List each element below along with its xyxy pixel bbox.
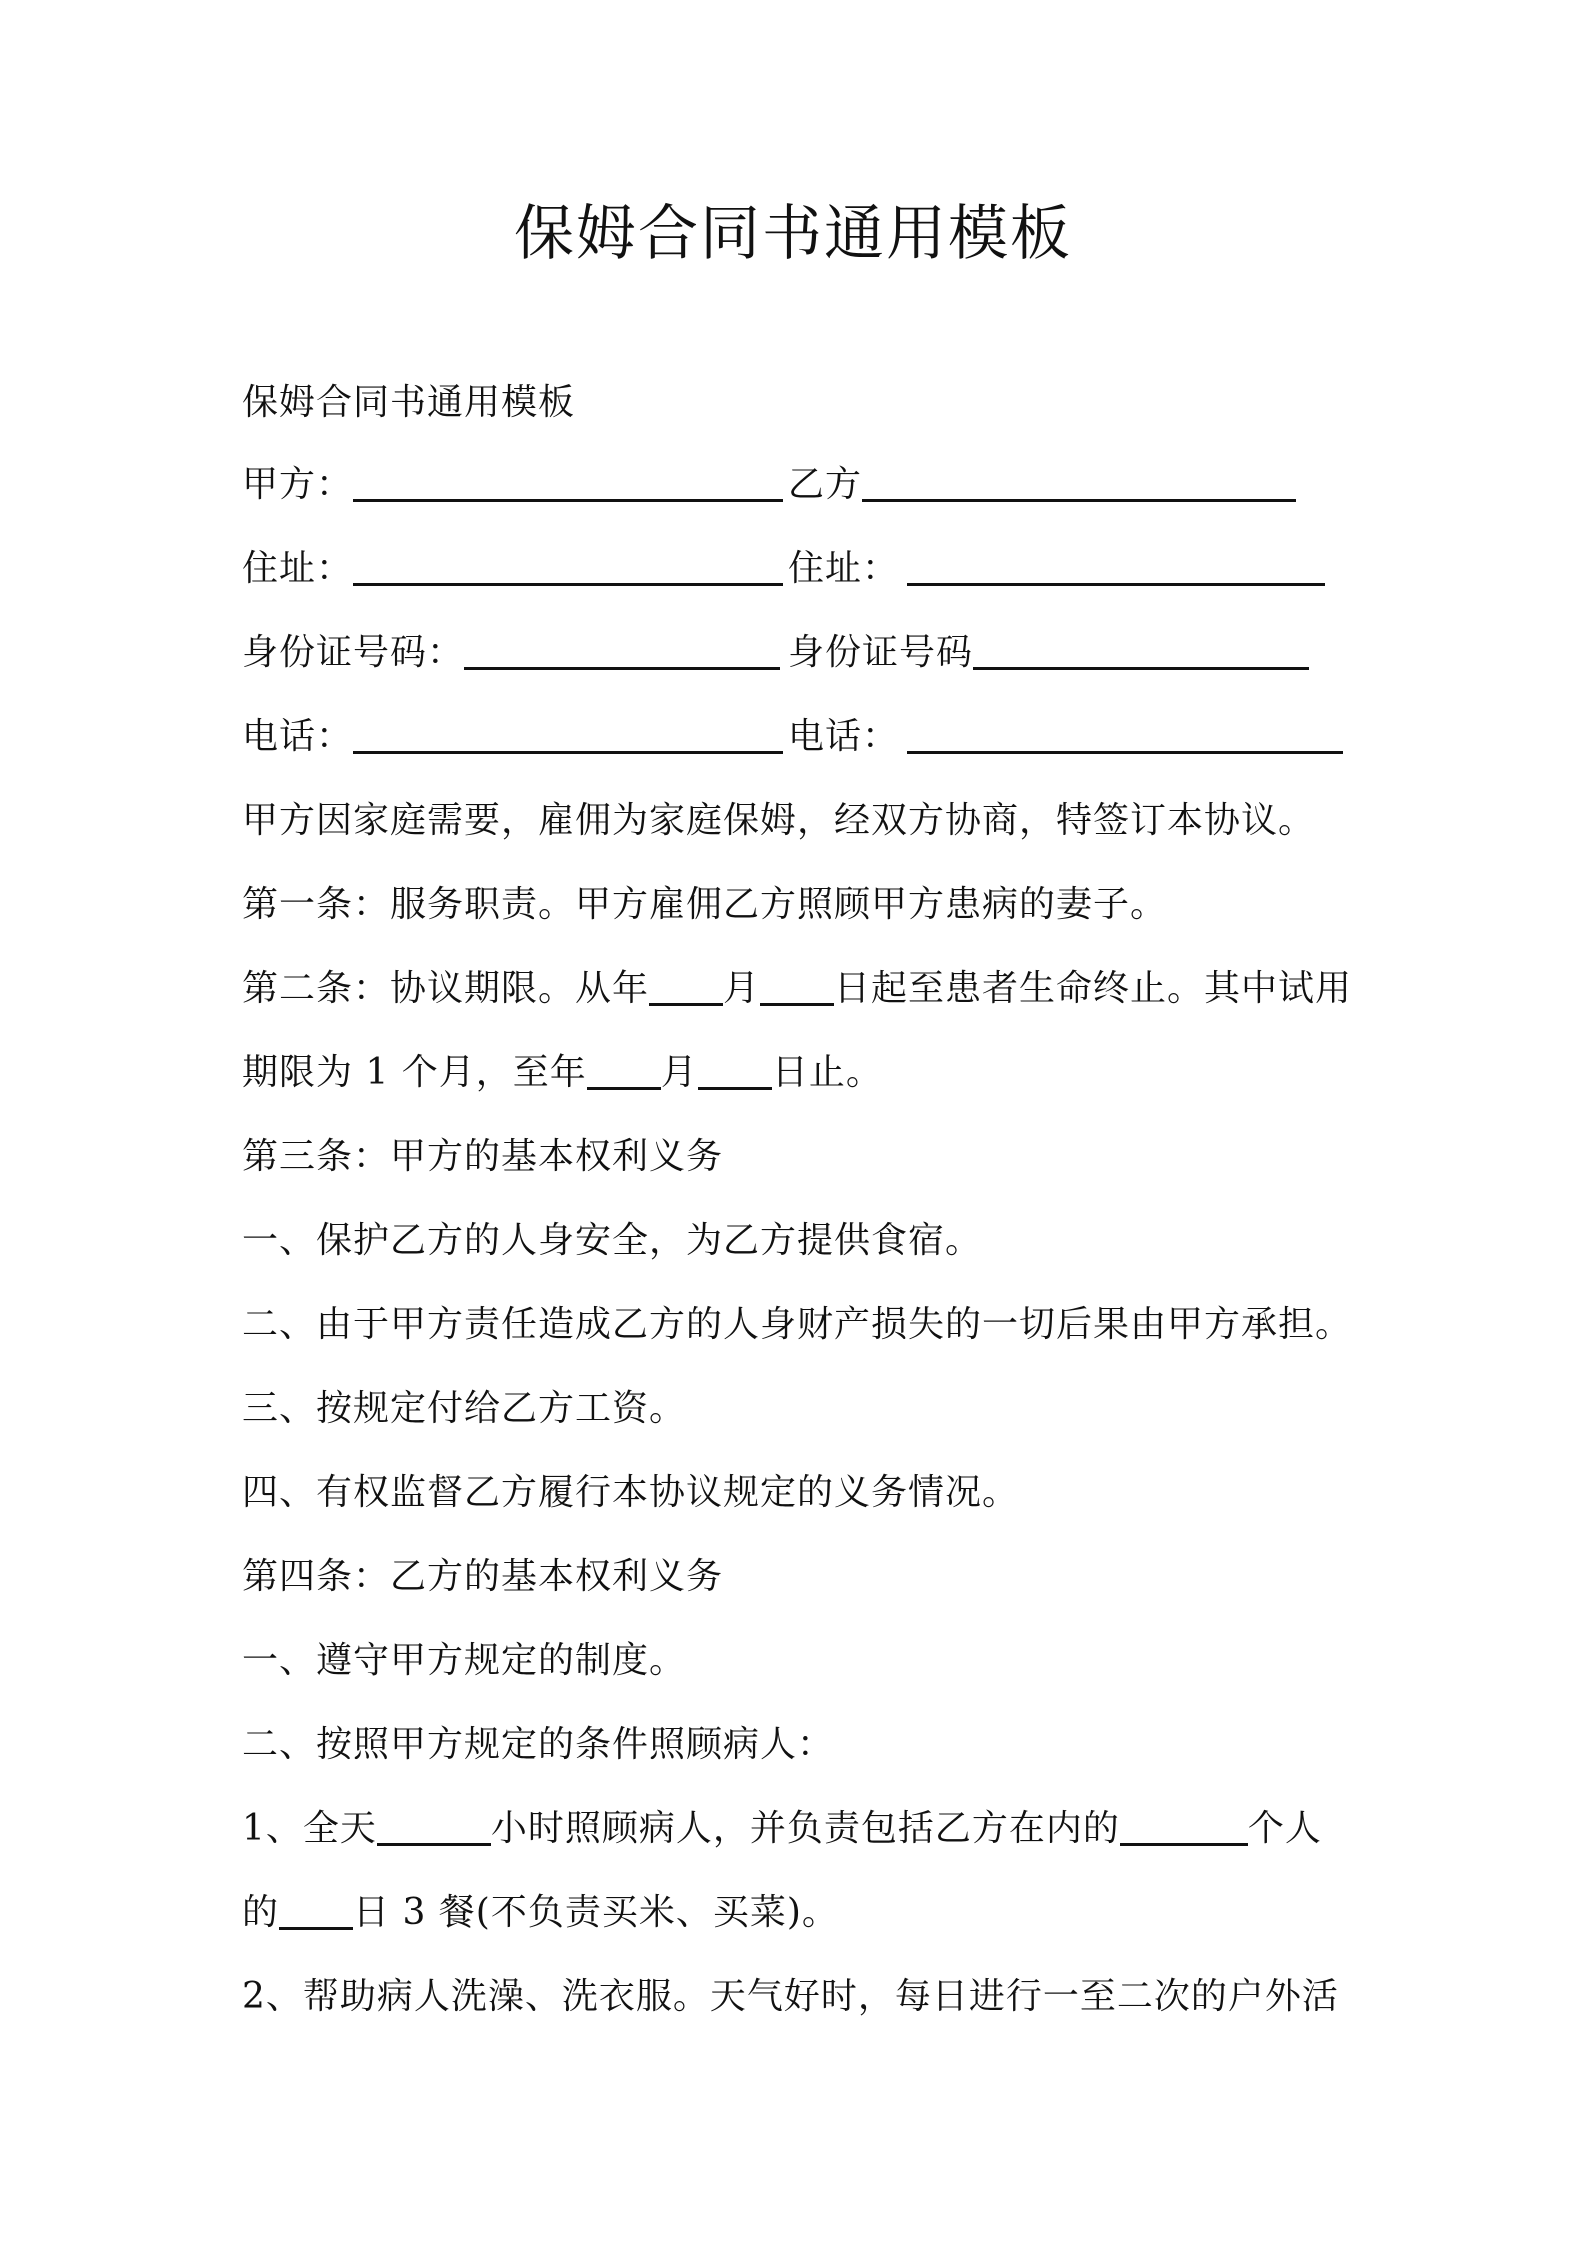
subtitle: 保姆合同书通用模板: [242, 382, 576, 423]
article-3-item-1: 一、保护乙方的人身安全，为乙方提供食宿。: [242, 1220, 983, 1261]
phone-a-field: [242, 712, 783, 762]
sub-1-text-3: 个人: [1247, 1808, 1322, 1849]
phone-b-blank[interactable]: [907, 715, 1343, 754]
article-4-sub-2: 2、帮助病人洗澡、洗衣服。天气好时，每日进行一至二次的户外活: [242, 1976, 1339, 2017]
article-2-text-4: 期限为 1 个月，至年: [242, 1052, 587, 1093]
hours-blank[interactable]: [377, 1807, 491, 1846]
id-b-field: [788, 628, 1309, 678]
article-2-text-5: 月: [660, 1052, 698, 1093]
article-3-item-3: 三、按规定付给乙方工资。: [242, 1388, 687, 1429]
phone-b-label: 电话：: [788, 716, 900, 757]
party-a-label: 甲方：: [242, 464, 354, 505]
article-4-item-1: 一、遵守甲方规定的制度。: [242, 1640, 687, 1681]
sub-1-text-5: 日 3 餐(不负责买米、买菜)。: [353, 1892, 839, 1933]
address-a-field: [242, 544, 783, 594]
sub-1-text-2: 小时照顾病人，并负责包括乙方在内的: [490, 1808, 1120, 1849]
article-3-item-2: 二、由于甲方责任造成乙方的人身财产损失的一切后果由甲方承担。: [242, 1304, 1353, 1345]
address-b-blank[interactable]: [907, 547, 1325, 586]
id-b-blank[interactable]: [973, 631, 1309, 670]
phone-a-label: 电话：: [242, 716, 354, 757]
address-a-blank[interactable]: [353, 547, 783, 586]
trial-month-blank[interactable]: [587, 1051, 661, 1090]
id-a-blank[interactable]: [464, 631, 780, 670]
address-b-field: [788, 544, 1325, 594]
article-3-item-4: 四、有权监督乙方履行本协议规定的义务情况。: [242, 1472, 1020, 1513]
document-title: 保姆合同书通用模板: [514, 199, 1072, 269]
start-month-blank[interactable]: [649, 967, 723, 1006]
article-2-text-1: 第二条：协议期限。从年: [242, 968, 650, 1009]
id-a-field: [242, 628, 780, 678]
start-day-blank[interactable]: [760, 967, 834, 1006]
article-2-line-1: [242, 964, 1352, 1014]
party-b-blank[interactable]: [862, 463, 1296, 502]
party-a-blank[interactable]: [353, 463, 783, 502]
id-a-label: 身份证号码：: [242, 632, 465, 673]
intro-paragraph: 甲方因家庭需要，雇佣为家庭保姆，经双方协商，特签订本协议。: [242, 800, 1316, 841]
address-b-label: 住址：: [788, 548, 900, 589]
trial-day-blank[interactable]: [698, 1051, 772, 1090]
sub-1-text-1: 1、全天: [242, 1808, 377, 1849]
phone-b-field: [788, 712, 1343, 762]
article-3-heading: 第三条：甲方的基本权利义务: [242, 1136, 724, 1177]
id-b-label: 身份证号码: [788, 632, 974, 673]
article-1: 第一条：服务职责。甲方雇佣乙方照顾甲方患病的妻子。: [242, 884, 1168, 925]
article-2-text-6: 日止。: [771, 1052, 883, 1093]
party-b-field: [788, 460, 1296, 510]
address-a-label: 住址：: [242, 548, 354, 589]
sub-1-text-4: 的: [242, 1892, 280, 1933]
article-2-text-3: 日起至患者生命终止。其中试用: [834, 968, 1353, 1009]
article-2-text-2: 月: [723, 968, 761, 1009]
article-2-line-2: [242, 1048, 883, 1098]
meals-blank[interactable]: [279, 1891, 353, 1930]
article-4-item-2: 二、按照甲方规定的条件照顾病人：: [242, 1724, 835, 1765]
people-count-blank[interactable]: [1120, 1807, 1248, 1846]
phone-a-blank[interactable]: [353, 715, 783, 754]
party-b-label: 乙方: [788, 464, 863, 505]
party-a-field: [242, 460, 783, 510]
article-4-sub-1-line-2: [242, 1888, 839, 1938]
article-4-heading: 第四条：乙方的基本权利义务: [242, 1556, 724, 1597]
article-4-sub-1-line-1: [242, 1804, 1322, 1854]
